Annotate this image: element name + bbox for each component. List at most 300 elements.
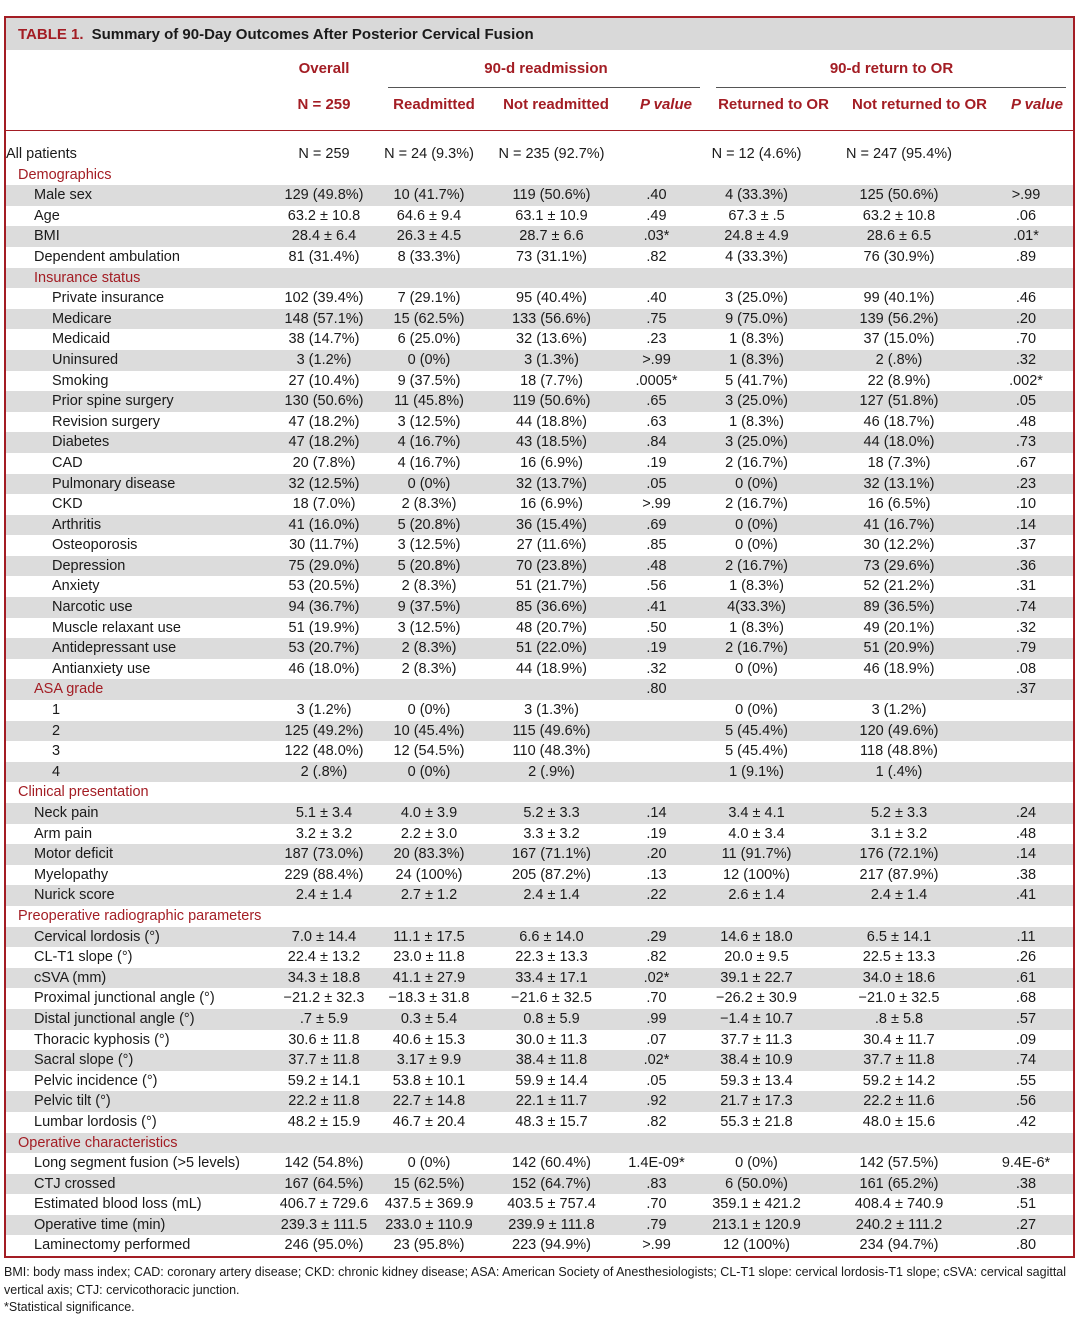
row-label: Myelopathy xyxy=(34,866,109,883)
table-row xyxy=(6,927,1073,948)
cell-value: .37 xyxy=(1015,537,1037,554)
cell-value: 28.7 ± 6.6 xyxy=(484,226,619,247)
cell-value: 34.0 ± 18.6 xyxy=(819,968,979,989)
cell-value: .14 xyxy=(979,515,1073,536)
cell-value: 49 (20.1%) xyxy=(863,619,935,636)
col-p-value-2-header: P value xyxy=(1011,96,1063,113)
cell-value: 30 (12.2%) xyxy=(863,537,935,554)
cell-value: 119 (50.6%) xyxy=(484,391,619,412)
cell-value: 3.3 ± 3.2 xyxy=(523,825,580,842)
cell-value xyxy=(694,782,819,803)
table-row xyxy=(6,535,1073,556)
cell-value: .65 xyxy=(619,391,694,412)
row-label: Arthritis xyxy=(6,515,274,536)
cell-value: 1 (8.3%) xyxy=(694,350,819,371)
row-label: Operative characteristics xyxy=(6,1133,274,1154)
cell-value: 1 (.4%) xyxy=(819,762,979,783)
cell-value: 23 (95.8%) xyxy=(393,1237,465,1254)
cell-value: .7 ± 5.9 xyxy=(274,1009,374,1030)
row-label: Depression xyxy=(6,556,274,577)
cell-value: .23 xyxy=(979,474,1073,495)
cell-value: 63.2 ± 10.8 xyxy=(862,207,936,224)
row-label: Neck pain xyxy=(6,803,274,824)
cell-value xyxy=(694,679,819,700)
cell-value: .23 xyxy=(646,331,667,348)
cell-value xyxy=(979,1133,1073,1154)
row-label: Arm pain xyxy=(34,825,93,842)
cell-value: 48.0 ± 15.6 xyxy=(862,1113,936,1130)
cell-value: 359.1 ± 421.2 xyxy=(712,1196,801,1213)
cell-value: 95 (40.4%) xyxy=(516,290,587,307)
cell-value xyxy=(484,782,619,803)
cell-value: .02* xyxy=(619,968,694,989)
cell-value: 127 (51.8%) xyxy=(819,391,979,412)
cell-value: 2 (8.3%) xyxy=(401,496,457,513)
cell-value xyxy=(819,1133,979,1154)
cell-value: 3 (25.0%) xyxy=(694,391,819,412)
col-overall-n: N = 259 xyxy=(297,96,351,113)
cell-value: 12 (100%) xyxy=(723,866,790,883)
row-label: Motor deficit xyxy=(6,844,274,865)
table-row xyxy=(6,659,1073,680)
row-label: Medicare xyxy=(6,309,274,330)
cell-value: 5 (41.7%) xyxy=(725,372,788,389)
table-row xyxy=(6,453,1073,474)
cell-value: 1 (9.1%) xyxy=(694,762,819,783)
cell-value: 20 (7.8%) xyxy=(292,454,356,471)
cell-value: 0 (0%) xyxy=(694,474,819,495)
cell-value: 59.9 ± 14.4 xyxy=(515,1072,588,1089)
cell-value xyxy=(979,906,1073,927)
cell-value xyxy=(484,268,619,289)
cell-value: .32 xyxy=(979,350,1073,371)
row-label: CAD xyxy=(52,454,83,471)
cell-value: 142 (60.4%) xyxy=(512,1155,591,1172)
table-row xyxy=(6,206,1073,227)
row-label: Narcotic use xyxy=(6,597,274,618)
cell-value: .05 xyxy=(646,1072,667,1089)
cell-value: 12 (100%) xyxy=(723,1237,790,1254)
table-footnotes xyxy=(4,1264,1076,1317)
cell-value: .80 xyxy=(1015,1237,1037,1254)
row-label: Anxiety xyxy=(52,578,100,595)
table-row xyxy=(6,1030,1073,1051)
row-label: Preoperative radiographic parameters xyxy=(18,907,262,924)
cell-value: 3 (25.0%) xyxy=(694,432,819,453)
table-row xyxy=(6,1174,1073,1195)
cell-value: 2.7 ± 1.2 xyxy=(374,885,484,906)
row-label: BMI xyxy=(6,226,274,247)
cell-value xyxy=(374,906,484,927)
cell-value xyxy=(819,268,979,289)
cell-value: 3.1 ± 3.2 xyxy=(870,825,928,842)
cell-value: 0 (0%) xyxy=(735,702,778,719)
table-row xyxy=(6,494,1073,515)
cell-value: 47 (18.2%) xyxy=(274,432,374,453)
table-row xyxy=(6,391,1073,412)
cell-value: 4 (16.7%) xyxy=(374,432,484,453)
cell-value: .0005* xyxy=(635,372,678,389)
table-row xyxy=(6,988,1073,1009)
cell-value xyxy=(619,165,694,186)
cell-value: 0 (0%) xyxy=(694,515,819,536)
header-rule xyxy=(6,130,1073,131)
row-label: Demographics xyxy=(18,166,112,183)
cell-value: 2 (8.3%) xyxy=(401,578,457,595)
cell-value: 2 (16.7%) xyxy=(694,638,819,659)
cell-value: 15 (62.5%) xyxy=(374,309,484,330)
cell-value: .73 xyxy=(979,432,1073,453)
cell-value: .19 xyxy=(646,825,667,842)
row-label: Proximal junctional angle (°) xyxy=(34,990,215,1007)
cell-value: 2.4 ± 1.4 xyxy=(484,885,619,906)
cell-value: 51 (19.9%) xyxy=(288,619,360,636)
cell-value: 3 (1.2%) xyxy=(296,702,352,719)
cell-value: 187 (73.0%) xyxy=(274,844,374,865)
row-label: 1 xyxy=(52,702,61,719)
cell-value xyxy=(484,1133,619,1154)
cell-value xyxy=(374,165,484,186)
cell-value: 3.17 ± 9.9 xyxy=(374,1050,484,1071)
col-readmitted-header: Readmitted xyxy=(393,96,475,113)
cell-value: 133 (56.6%) xyxy=(484,309,619,330)
cell-value: 73 (31.1%) xyxy=(516,248,587,265)
table-row xyxy=(6,947,1073,968)
table-label: TABLE 1. xyxy=(18,25,84,43)
cell-value: .51 xyxy=(1015,1196,1037,1213)
cell-value: 18 (7.3%) xyxy=(867,454,931,471)
cell-value: 41 (16.7%) xyxy=(819,515,979,536)
cell-value: 2 (.9%) xyxy=(484,762,619,783)
cell-value: .08 xyxy=(1015,660,1037,677)
cell-value: 46 (18.0%) xyxy=(288,660,360,677)
cell-value: 3 (1.2%) xyxy=(274,350,374,371)
significance-footnote: *Statistical significance. xyxy=(4,1300,135,1314)
row-label: Laminectomy performed xyxy=(34,1237,191,1254)
cell-value: .14 xyxy=(619,803,694,824)
cell-value: −21.6 ± 32.5 xyxy=(511,990,592,1007)
cell-value: 15 (62.5%) xyxy=(374,1174,484,1195)
cell-value: 6.6 ± 14.0 xyxy=(484,927,619,948)
cell-value: 10 (41.7%) xyxy=(374,185,484,206)
cell-value: 46 (18.7%) xyxy=(863,413,935,430)
cell-value: 0 (0%) xyxy=(735,537,778,554)
section-row xyxy=(6,1133,1073,1154)
cell-value: 24 (100%) xyxy=(395,866,463,883)
cell-value: .03* xyxy=(619,226,694,247)
cell-value: 3 (12.5%) xyxy=(397,413,461,430)
cell-value: .49 xyxy=(646,207,667,224)
cell-value: 125 (49.2%) xyxy=(274,721,374,742)
cell-value: 53 (20.5%) xyxy=(288,578,360,595)
cell-value: 32 (13.6%) xyxy=(516,331,587,348)
row-label: cSVA (mm) xyxy=(6,968,274,989)
row-label: Estimated blood loss (mL) xyxy=(34,1196,202,1213)
cell-value: .14 xyxy=(979,844,1073,865)
col-p-value-header: P value xyxy=(640,96,692,113)
cell-value: 23.0 ± 11.8 xyxy=(393,949,465,966)
cell-value: 2.4 ± 1.4 xyxy=(819,885,979,906)
cell-value: >.99 xyxy=(642,1237,671,1254)
cell-value: 11 (45.8%) xyxy=(374,391,484,412)
cell-value xyxy=(619,268,694,289)
row-label: Insurance status xyxy=(6,268,274,289)
cell-value: 5.1 ± 3.4 xyxy=(274,803,374,824)
cell-value: 48 (20.7%) xyxy=(516,619,587,636)
cell-value: 0 (0%) xyxy=(407,702,451,719)
cell-value: 51 (22.0%) xyxy=(484,638,619,659)
subsection-row xyxy=(6,679,1073,700)
cell-value: .70 xyxy=(1015,331,1037,348)
cell-value xyxy=(484,165,619,186)
table-row xyxy=(6,556,1073,577)
cell-value: 3 (1.3%) xyxy=(524,702,579,719)
cell-value: .50 xyxy=(646,619,667,636)
return-group-rule xyxy=(716,87,1066,88)
cell-value: .002* xyxy=(1009,372,1043,389)
cell-value: 22.5 ± 13.3 xyxy=(862,949,936,966)
cell-value: 28.6 ± 6.5 xyxy=(819,226,979,247)
readmission-group-rule xyxy=(388,87,700,88)
cell-value xyxy=(979,762,1073,783)
row-label: Cervical lordosis (°) xyxy=(6,927,274,948)
row-label: Diabetes xyxy=(6,432,274,453)
cell-value: 161 (65.2%) xyxy=(819,1174,979,1195)
row-label: Medicaid xyxy=(52,331,111,348)
cell-value: .05 xyxy=(619,474,694,495)
cell-value xyxy=(274,1133,374,1154)
row-label: Male sex xyxy=(6,185,274,206)
cell-value: 30.6 ± 11.8 xyxy=(288,1031,360,1048)
cell-value: 37.7 ± 11.8 xyxy=(819,1050,979,1071)
cell-value: 403.5 ± 757.4 xyxy=(507,1196,596,1213)
cell-value: 73 (29.6%) xyxy=(819,556,979,577)
cell-value: 246 (95.0%) xyxy=(284,1237,364,1254)
abbreviations-footnote: BMI: body mass index; CAD: coronary artery disease; CKD: chronic kidney disease; ASA: American Society of Anesthesiologists; CL-T1 slope: cervical lordosis-T1 slope; cSVA: cervical sagittal vertical axis; CTJ: cervicothoracic junction. xyxy=(4,1265,1067,1297)
cell-value: .82 xyxy=(646,248,667,265)
row-label: Antidepressant use xyxy=(6,638,274,659)
cell-value: .32 xyxy=(646,660,667,677)
row-label: 4 xyxy=(6,762,274,783)
cell-value: 2 (8.3%) xyxy=(401,660,457,677)
cell-value: .68 xyxy=(1015,990,1037,1007)
table-title: Summary of 90-Day Outcomes After Posterior Cervical Fusion xyxy=(91,25,534,43)
cell-value: 6 (50.0%) xyxy=(694,1174,819,1195)
cell-value: .48 xyxy=(1015,413,1037,430)
cell-value: >.99 xyxy=(642,496,671,513)
cell-value: 43 (18.5%) xyxy=(484,432,619,453)
cell-value: 22.2 ± 11.8 xyxy=(274,1091,374,1112)
table-row xyxy=(6,721,1073,742)
cell-value: 118 (48.8%) xyxy=(860,743,938,760)
cell-value: 22.7 ± 14.8 xyxy=(374,1091,484,1112)
table-row xyxy=(6,1009,1073,1030)
cell-value: 51 (21.7%) xyxy=(516,578,587,595)
cell-value: .70 xyxy=(646,990,667,1007)
cell-value: 0.8 ± 5.9 xyxy=(484,1009,619,1030)
cell-value: 3 (25.0%) xyxy=(725,290,788,307)
cell-value xyxy=(819,906,979,927)
cell-value: .38 xyxy=(1015,866,1037,883)
cell-value: .56 xyxy=(979,1091,1073,1112)
cell-value: 51 (20.9%) xyxy=(819,638,979,659)
cell-value: .20 xyxy=(619,844,694,865)
cell-value: 22.1 ± 11.7 xyxy=(484,1091,619,1112)
cell-value: 48.2 ± 15.9 xyxy=(287,1113,361,1130)
cell-value: 21.7 ± 17.3 xyxy=(694,1091,819,1112)
data-table xyxy=(6,144,1073,1256)
cell-value: 30 (11.7%) xyxy=(289,537,359,554)
col-overall-header: Overall xyxy=(298,60,350,77)
cell-value: 33.4 ± 17.1 xyxy=(484,968,619,989)
cell-value: .22 xyxy=(619,885,694,906)
cell-value: .70 xyxy=(646,1196,667,1213)
cell-value: 122 (48.0%) xyxy=(284,743,364,760)
cell-value xyxy=(274,679,374,700)
row-label: ASA grade xyxy=(6,679,274,700)
cell-value: 119 (50.6%) xyxy=(484,185,619,206)
cell-value: 0.3 ± 5.4 xyxy=(374,1009,484,1030)
cell-value: 4 (16.7%) xyxy=(397,454,461,471)
cell-value: 46 (18.9%) xyxy=(863,660,935,677)
cell-value: 110 (48.3%) xyxy=(512,743,591,760)
cell-value xyxy=(979,144,1073,165)
cell-value: .42 xyxy=(1015,1113,1037,1130)
table-row xyxy=(6,350,1073,371)
section-row xyxy=(6,782,1073,803)
cell-value: 7.0 ± 14.4 xyxy=(274,927,374,948)
cell-value: .55 xyxy=(1015,1072,1037,1089)
table-row xyxy=(6,371,1073,392)
cell-value: 167 (64.5%) xyxy=(274,1174,374,1195)
cell-value: 44 (18.8%) xyxy=(516,413,587,430)
cell-value: 125 (50.6%) xyxy=(819,185,979,206)
cell-value: .85 xyxy=(646,537,667,554)
cell-value xyxy=(619,762,694,783)
table-row xyxy=(6,1112,1073,1133)
cell-value xyxy=(819,165,979,186)
cell-value: 52 (21.2%) xyxy=(863,578,935,595)
cell-value: 5.2 ± 3.3 xyxy=(819,803,979,824)
cell-value: 176 (72.1%) xyxy=(819,844,979,865)
cell-value: 32 (13.7%) xyxy=(484,474,619,495)
cell-value: 102 (39.4%) xyxy=(284,290,364,307)
cell-value: 6 (25.0%) xyxy=(397,331,461,348)
cell-value: .67 xyxy=(1015,454,1037,471)
cell-value: 120 (49.6%) xyxy=(819,721,979,742)
section-row xyxy=(6,165,1073,186)
cell-value xyxy=(274,906,374,927)
table-row xyxy=(6,474,1073,495)
cell-value: 36 (15.4%) xyxy=(484,515,619,536)
cell-value: 4 (33.3%) xyxy=(725,248,788,265)
row-label: Prior spine surgery xyxy=(6,391,274,412)
cell-value: 11.1 ± 17.5 xyxy=(374,927,484,948)
cell-value: 9.4E-6* xyxy=(1001,1155,1051,1172)
cell-value: 37.7 ± 11.8 xyxy=(274,1050,374,1071)
row-label: Lumbar lordosis (°) xyxy=(34,1113,157,1130)
cell-value: 64.6 ± 9.4 xyxy=(396,207,462,224)
cell-value xyxy=(619,700,694,721)
cell-value: .82 xyxy=(646,949,667,966)
table-row xyxy=(6,1215,1073,1236)
table-row xyxy=(6,1194,1073,1215)
cell-value: 223 (94.9%) xyxy=(512,1237,591,1254)
table-row xyxy=(6,968,1073,989)
cell-value: 63.2 ± 10.8 xyxy=(287,207,361,224)
cell-value xyxy=(619,782,694,803)
cell-value: 5 (45.4%) xyxy=(694,721,819,742)
row-label: CKD xyxy=(52,496,83,513)
table-row xyxy=(6,1235,1073,1256)
col-returned-header: Returned to OR xyxy=(718,96,829,113)
cell-value: 63.1 ± 10.9 xyxy=(515,207,588,224)
cell-value xyxy=(979,268,1073,289)
row-label: Nurick score xyxy=(6,885,274,906)
cell-value: N = 259 xyxy=(298,146,350,162)
cell-value: .79 xyxy=(979,638,1073,659)
cell-value: 115 (49.6%) xyxy=(484,721,619,742)
cell-value: >.99 xyxy=(979,185,1073,206)
cell-value: .13 xyxy=(646,866,667,883)
table-row xyxy=(6,1091,1073,1112)
cell-value xyxy=(619,721,694,742)
cell-value: 3 (12.5%) xyxy=(397,619,461,636)
cell-value: 9 (37.5%) xyxy=(374,597,484,618)
cell-value xyxy=(484,679,619,700)
cell-value: 99 (40.1%) xyxy=(863,290,935,307)
cell-value: 7 (29.1%) xyxy=(397,290,461,307)
cell-value: 2.2 ± 3.0 xyxy=(400,825,458,842)
row-label: All patients xyxy=(6,146,77,162)
cell-value: 18 (7.0%) xyxy=(292,496,356,513)
cell-value: .74 xyxy=(979,1050,1073,1071)
cell-value: .48 xyxy=(1015,825,1037,842)
cell-value: .11 xyxy=(979,927,1073,948)
cell-value: 44 (18.0%) xyxy=(819,432,979,453)
cell-value: .36 xyxy=(979,556,1073,577)
cell-value: 59.2 ± 14.1 xyxy=(287,1072,361,1089)
row-label: Smoking xyxy=(52,372,109,389)
cell-value: 16 (6.9%) xyxy=(520,496,583,513)
cell-value: .69 xyxy=(619,515,694,536)
cell-value: 30.4 ± 11.7 xyxy=(863,1031,935,1048)
cell-value: 16 (6.9%) xyxy=(520,454,583,471)
cell-value: 47 (18.2%) xyxy=(288,413,360,430)
cell-value xyxy=(979,165,1073,186)
cell-value: 9 (37.5%) xyxy=(397,372,461,389)
cell-value: −1.4 ± 10.7 xyxy=(694,1009,819,1030)
cell-value: 22.2 ± 11.6 xyxy=(819,1091,979,1112)
cell-value: N = 24 (9.3%) xyxy=(384,146,474,162)
cell-value: 0 (0%) xyxy=(374,350,484,371)
cell-value: 22.3 ± 13.3 xyxy=(515,949,588,966)
cell-value: .26 xyxy=(1015,949,1037,966)
cell-value: .46 xyxy=(1015,290,1037,307)
cell-value: .01* xyxy=(979,226,1073,247)
cell-value: .80 xyxy=(619,679,694,700)
cell-value: .99 xyxy=(619,1009,694,1030)
row-label: Pelvic tilt (°) xyxy=(6,1091,274,1112)
table-frame xyxy=(4,16,1075,1258)
table-row xyxy=(6,288,1073,309)
cell-value: 142 (57.5%) xyxy=(859,1155,939,1172)
cell-value: 9 (75.0%) xyxy=(694,309,819,330)
cell-value: 4(33.3%) xyxy=(694,597,819,618)
cell-value: 142 (54.8%) xyxy=(284,1155,364,1172)
cell-value: 2 (.8%) xyxy=(274,762,374,783)
cell-value: 34.3 ± 18.8 xyxy=(274,968,374,989)
